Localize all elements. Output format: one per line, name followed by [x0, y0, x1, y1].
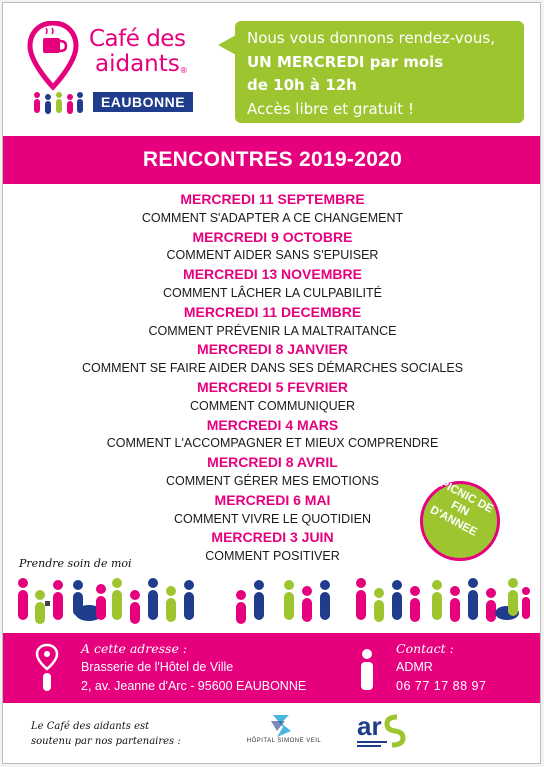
schedule-date: MERCREDI 11 DECEMBRE: [183, 303, 362, 320]
svg-text:ar: ar: [357, 711, 382, 741]
schedule-topic: COMMENT AIDER SANS S'EPUISER: [166, 248, 379, 263]
info-line-4: Accès libre et gratuit !: [247, 99, 414, 118]
logo-city: EAUBONNE: [93, 92, 193, 112]
contact-label: Contact :: [396, 641, 454, 656]
info-line-2: UN MERCREDI par mois: [247, 52, 444, 71]
address-line-2: 2, av. Jeanne d'Arc - 95600 EAUBONNE: [81, 679, 307, 693]
hospital-logo: [251, 711, 311, 739]
info-box: [235, 21, 524, 123]
group-middle: [236, 578, 420, 624]
address-label: A cette adresse :: [81, 641, 188, 656]
care-label: Prendre soin de moi: [19, 557, 132, 570]
info-line-3: de 10h à 12h: [247, 76, 357, 94]
people-illustration: [13, 571, 533, 631]
ars-logo: [355, 709, 425, 753]
info-box-pointer: [218, 35, 236, 55]
schedule-topic: COMMENT POSITIVER: [205, 549, 340, 564]
schedule-topic: COMMENT VIVRE LE QUOTIDIEN: [173, 511, 371, 526]
map-pin-icon: [27, 21, 79, 91]
logo-title-line2: aidants: [95, 51, 180, 77]
schedule-topic: COMMENT LÂCHER LA CULPABILITÉ: [162, 285, 383, 300]
coffee-cup-icon: [43, 28, 66, 53]
group-right: [432, 578, 530, 622]
registered-mark: ®: [179, 66, 188, 75]
contact-phone[interactable]: 06 77 17 88 97: [396, 679, 487, 693]
logo-title-line1: Café des: [89, 26, 186, 52]
banner-title: RENCONTRES 2019-2020: [3, 136, 541, 184]
schedule-topic: COMMENT GÉRER MES EMOTIONS: [166, 473, 379, 488]
schedule-date: MERCREDI 5 FEVRIER: [197, 378, 348, 395]
schedule-topic: COMMENT COMMUNIQUER: [189, 398, 356, 413]
info-line-1: Nous vous donnons rendez-vous,: [247, 29, 495, 47]
schedule-topic: COMMENT PRÉVENIR LA MALTRAITANCE: [148, 323, 397, 338]
picnic-badge-text: PICNIC DE FIN D'ANNEE: [427, 477, 496, 539]
group-left: [18, 578, 194, 624]
schedule-topic: COMMENT S'ADAPTER A CE CHANGEMENT: [141, 210, 404, 225]
flyer-page: [2, 2, 541, 764]
schedule-date: MERCREDI 8 AVRIL: [207, 454, 338, 471]
schedule-topic: COMMENT L'ACCOMPAGNER ET MIEUX COMPRENDRE: [106, 436, 439, 451]
schedule-date: MERCREDI 3 JUIN: [211, 529, 334, 546]
logo-people-icon: [31, 91, 85, 117]
schedule-date: MERCREDI 9 OCTOBRE: [192, 228, 353, 245]
schedule-date: MERCREDI 13 NOVEMBRE: [183, 266, 362, 283]
schedule-date: MERCREDI 6 MAI: [214, 491, 331, 508]
location-person-icon: [33, 643, 61, 693]
contact-org: ADMR: [396, 660, 433, 674]
schedule-date: MERCREDI 8 JANVIER: [197, 341, 348, 358]
logo-title: [89, 27, 199, 77]
schedule-topic: COMMENT SE FAIRE AIDER DANS SES DÉMARCHES SOCIALES: [81, 361, 464, 376]
info-person-icon: [355, 648, 379, 692]
hospital-name: HÔPITAL SIMONE VEIL: [246, 738, 322, 744]
schedule-date: MERCREDI 4 MARS: [206, 416, 339, 433]
address-line-1: Brasserie de l'Hôtel de Ville: [81, 660, 234, 674]
partners-text: Le Café des aidants est soutenu par nos partenaires :: [31, 721, 181, 747]
schedule-date: MERCREDI 11 SEPTEMBRE: [180, 191, 365, 207]
